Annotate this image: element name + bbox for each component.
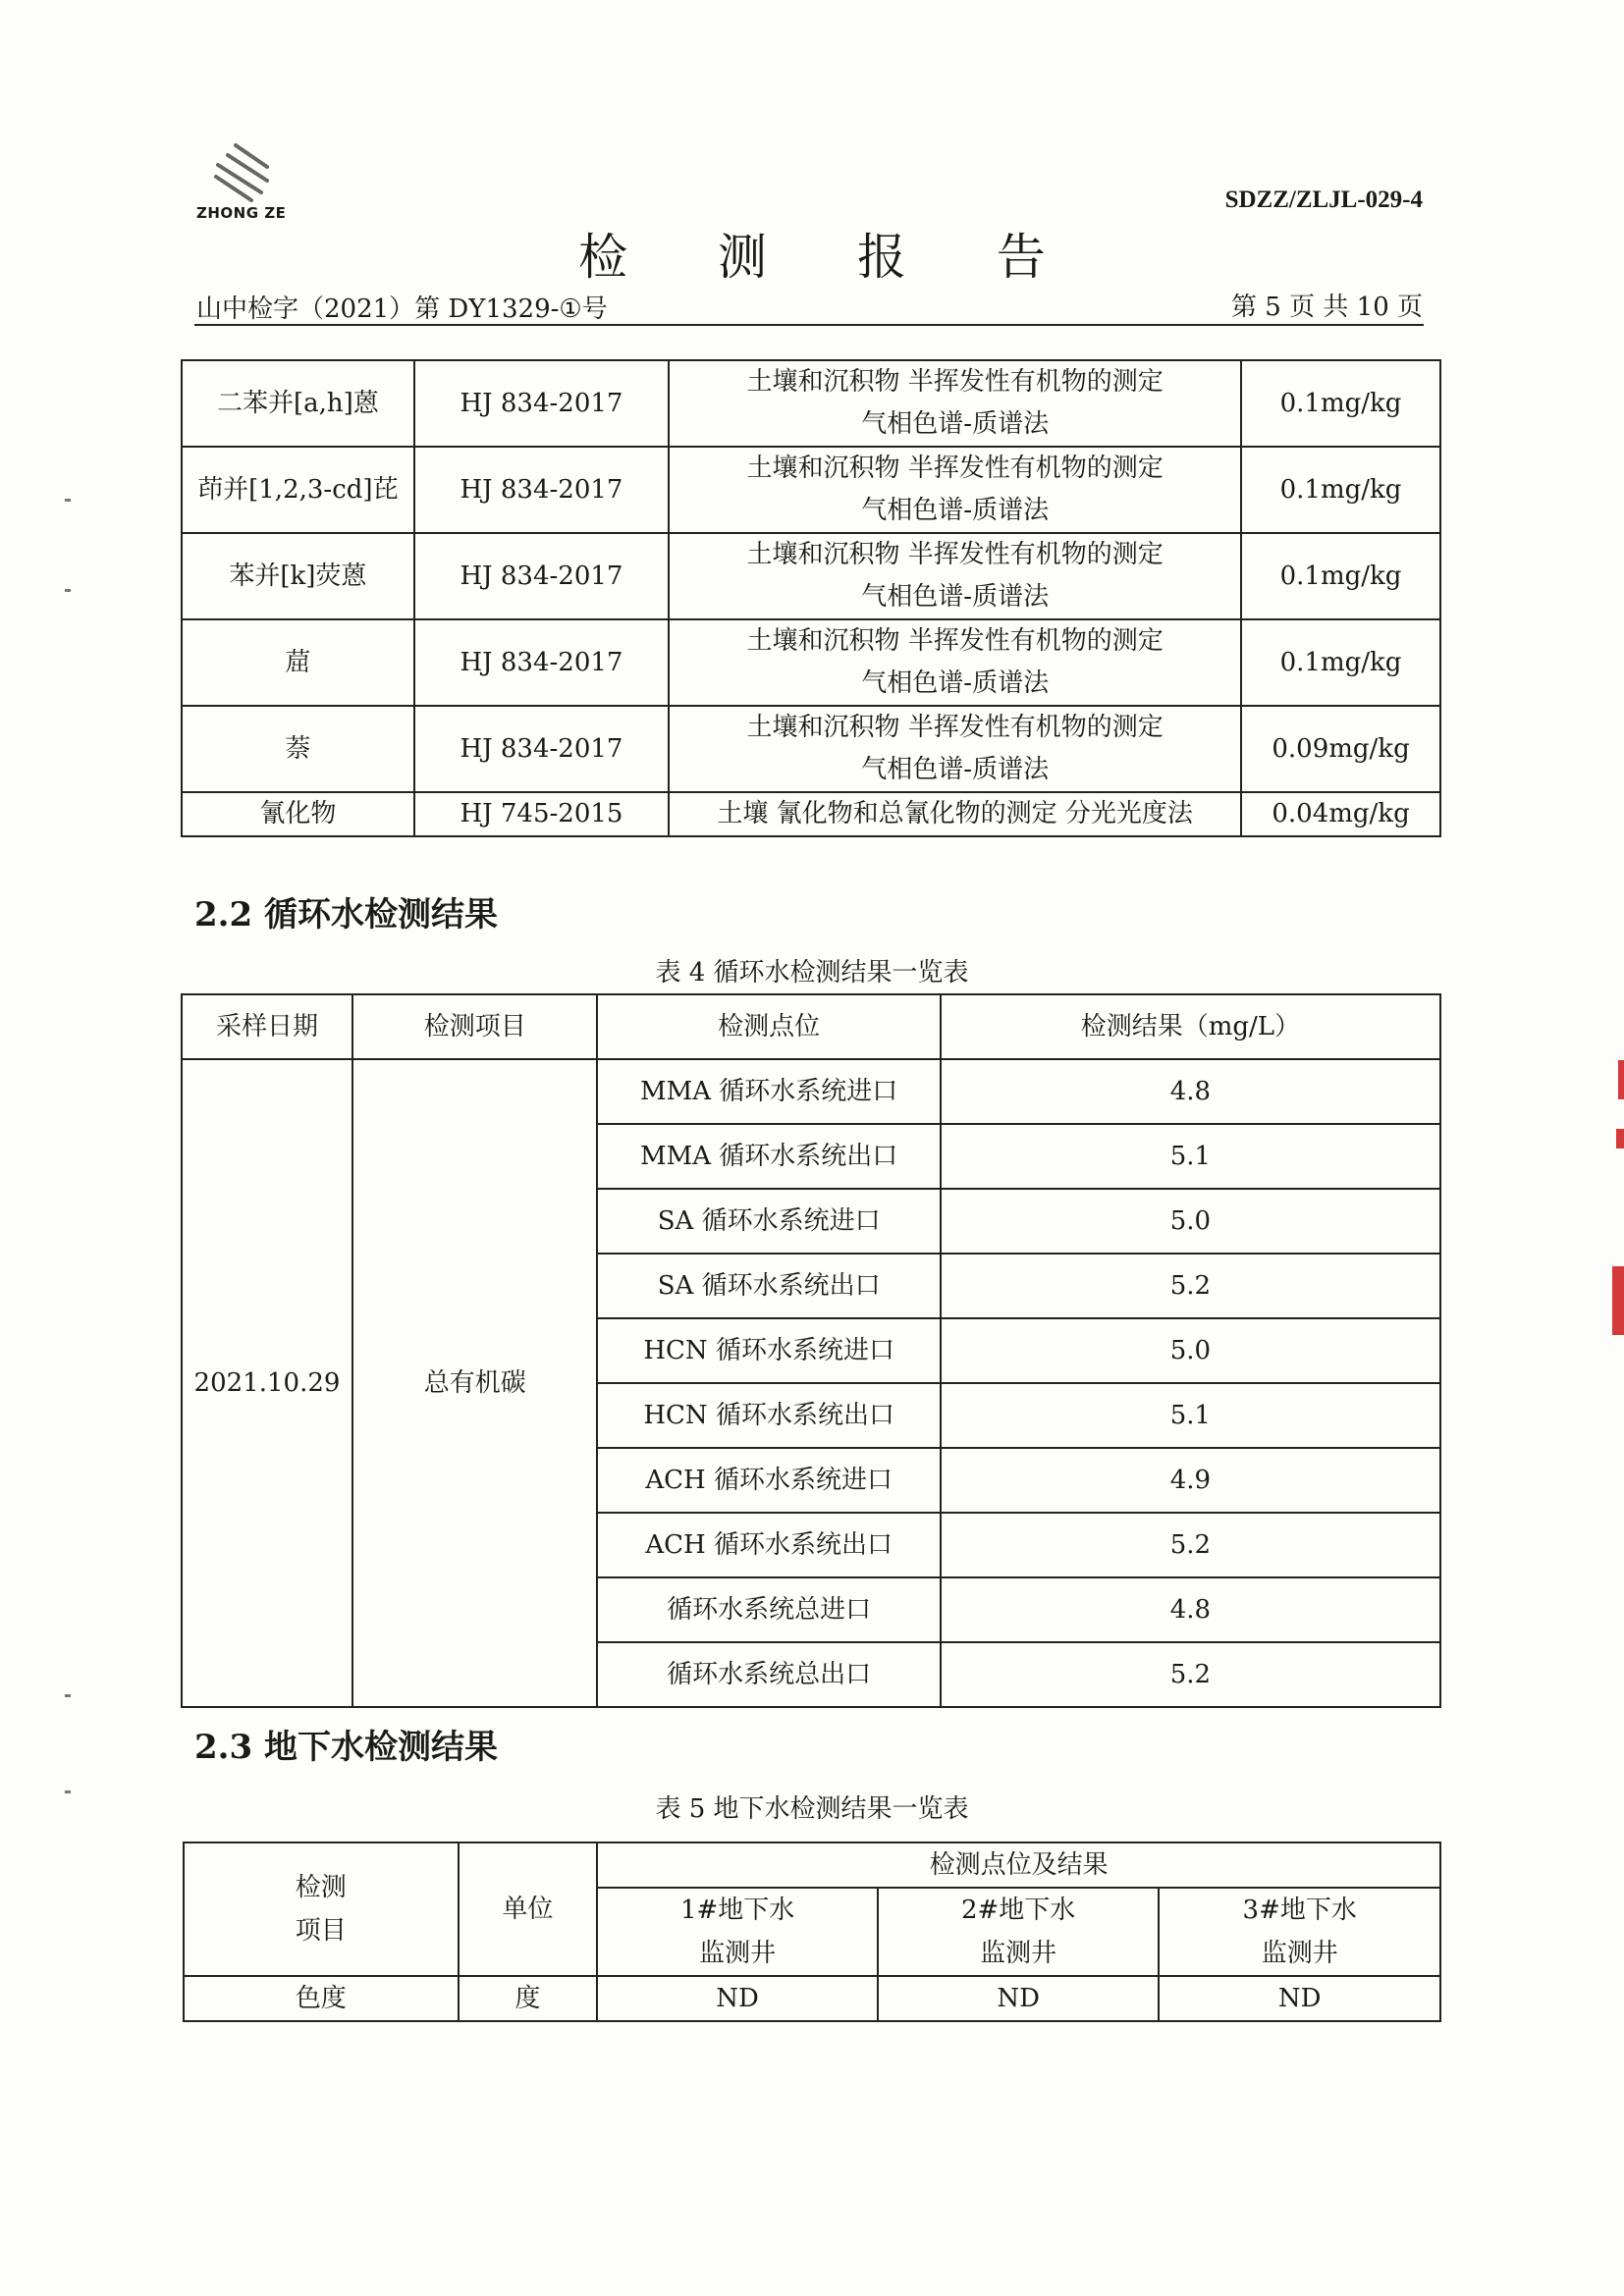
form-code: SDZZ/ZLJL-029-4 — [1224, 187, 1423, 213]
methods-table — [181, 359, 1441, 837]
method-description — [669, 619, 1241, 706]
test-point: 循环水系统总出口 — [597, 1642, 940, 1707]
table-row — [184, 1976, 1440, 2021]
groundwater-table — [183, 1842, 1441, 2022]
section-heading-groundwater: 2.3 地下水检测结果 — [194, 1728, 498, 1767]
logo-text: ZHONG ZE — [196, 204, 287, 222]
test-result: 4.8 — [941, 1059, 1440, 1124]
method-description — [669, 533, 1241, 619]
header-unit: 单位 — [459, 1842, 598, 1976]
groundwater-table-body — [184, 1976, 1440, 2021]
test-result: 5.2 — [941, 1513, 1440, 1577]
header-well-line1: 2#地下水 — [960, 1896, 1076, 1925]
method-description — [669, 706, 1241, 792]
header-test-item-line1: 检测 — [295, 1873, 347, 1902]
test-result: 4.9 — [941, 1448, 1440, 1513]
logo-stripes-icon — [206, 137, 285, 206]
table-header-row — [182, 994, 1440, 1059]
method-description-line2: 气相色谱-质谱法 — [861, 496, 1050, 525]
table-row — [182, 1059, 1440, 1124]
gw-value: ND — [878, 1976, 1160, 2021]
method-description-line1: 土壤 氰化物和总氰化物的测定 分光光度法 — [717, 799, 1193, 828]
gw-value: ND — [597, 1976, 878, 2021]
circulating-water-table — [181, 993, 1441, 1708]
table-4-caption: 表 4 循环水检测结果一览表 — [655, 958, 969, 988]
page-number: 第 5 页 共 10 页 — [1231, 293, 1423, 322]
detection-limit: 0.09mg/kg — [1241, 706, 1440, 792]
stamp-edge-mark — [1618, 1060, 1624, 1099]
method-description-line1: 土壤和沉积物 半挥发性有机物的测定 — [746, 367, 1164, 397]
gw-value: ND — [1159, 1976, 1440, 2021]
detection-limit: 0.04mg/kg — [1241, 792, 1440, 836]
method-description-line2: 气相色谱-质谱法 — [861, 582, 1050, 612]
table-row — [182, 447, 1440, 533]
header-well-line2: 监测井 — [980, 1939, 1057, 1968]
header-well-line1: 1#地下水 — [679, 1896, 795, 1925]
header-well-line2: 监测井 — [699, 1939, 777, 1968]
detection-limit: 0.1mg/kg — [1241, 447, 1440, 533]
test-item: 总有机碳 — [352, 1059, 598, 1707]
header-well-3 — [1159, 1888, 1440, 1976]
table-row — [182, 619, 1440, 706]
method-standard: HJ 745-2015 — [414, 792, 670, 836]
method-standard: HJ 834-2017 — [414, 619, 670, 706]
header-well-2 — [878, 1888, 1160, 1976]
method-standard: HJ 834-2017 — [414, 360, 670, 447]
table-header-row — [184, 1842, 1440, 1888]
method-item-name: 氰化物 — [182, 792, 414, 836]
header-test-result: 检测结果（mg/L） — [941, 994, 1440, 1059]
test-result: 4.8 — [941, 1577, 1440, 1642]
method-description-line2: 气相色谱-质谱法 — [861, 409, 1050, 439]
report-number: 山中检字（2021）第 DY1329-①号 — [196, 294, 608, 324]
detection-limit: 0.1mg/kg — [1241, 619, 1440, 706]
header-well-line1: 3#地下水 — [1242, 1896, 1357, 1925]
document-title: 检 测 报 告 — [578, 229, 1083, 286]
method-description-line2: 气相色谱-质谱法 — [861, 755, 1050, 784]
method-description-line1: 土壤和沉积物 半挥发性有机物的测定 — [746, 626, 1164, 656]
scan-dot — [65, 589, 71, 592]
scan-dot — [65, 1790, 71, 1793]
test-point: SA 循环水系统出口 — [597, 1254, 940, 1318]
detection-limit: 0.1mg/kg — [1241, 533, 1440, 619]
test-result: 5.2 — [941, 1254, 1440, 1318]
test-point: HCN 循环水系统出口 — [597, 1383, 940, 1448]
header-points-and-results: 检测点位及结果 — [597, 1842, 1440, 1888]
method-item-name: 苯并[k]荧蒽 — [182, 533, 414, 619]
header-sampling-date: 采样日期 — [182, 994, 352, 1059]
methods-table-body — [182, 360, 1440, 836]
table-row — [182, 792, 1440, 836]
scan-dot — [65, 1694, 71, 1697]
method-description-line1: 土壤和沉积物 半挥发性有机物的测定 — [746, 713, 1164, 742]
test-result: 5.0 — [941, 1189, 1440, 1254]
detection-limit: 0.1mg/kg — [1241, 360, 1440, 447]
method-item-name: 萘 — [182, 706, 414, 792]
header-test-item: 检测项目 — [352, 994, 598, 1059]
table-5-caption: 表 5 地下水检测结果一览表 — [655, 1794, 969, 1824]
gw-unit: 度 — [459, 1976, 598, 2021]
test-point: ACH 循环水系统出口 — [597, 1513, 940, 1577]
method-description-line2: 气相色谱-质谱法 — [861, 668, 1050, 698]
test-point: 循环水系统总进口 — [597, 1577, 940, 1642]
method-item-name: 二苯并[a,h]蒽 — [182, 360, 414, 447]
stamp-edge-mark — [1616, 1129, 1624, 1148]
company-logo — [192, 137, 300, 226]
method-standard: HJ 834-2017 — [414, 706, 670, 792]
circulating-water-table-body — [182, 1059, 1440, 1707]
table-row — [182, 360, 1440, 447]
method-description — [669, 360, 1241, 447]
method-description-line1: 土壤和沉积物 半挥发性有机物的测定 — [746, 540, 1164, 569]
method-description-line1: 土壤和沉积物 半挥发性有机物的测定 — [746, 454, 1164, 483]
scan-dot — [65, 499, 71, 502]
test-point: HCN 循环水系统进口 — [597, 1318, 940, 1383]
test-point: SA 循环水系统进口 — [597, 1189, 940, 1254]
section-heading-circulating-water: 2.2 循环水检测结果 — [194, 895, 498, 934]
sampling-date: 2021.10.29 — [182, 1059, 352, 1707]
table-row — [182, 533, 1440, 619]
header-test-point: 检测点位 — [597, 994, 940, 1059]
table-row — [182, 706, 1440, 792]
header-divider — [194, 324, 1424, 326]
test-point: MMA 循环水系统出口 — [597, 1124, 940, 1189]
header-test-item-line2: 项目 — [295, 1916, 347, 1946]
method-standard: HJ 834-2017 — [414, 533, 670, 619]
method-description — [669, 447, 1241, 533]
test-result: 5.0 — [941, 1318, 1440, 1383]
header-test-item — [184, 1842, 459, 1976]
gw-item: 色度 — [184, 1976, 459, 2021]
test-result: 5.2 — [941, 1642, 1440, 1707]
method-item-name: 䓛 — [182, 619, 414, 706]
method-description — [669, 792, 1241, 836]
method-standard: HJ 834-2017 — [414, 447, 670, 533]
header-well-1 — [597, 1888, 878, 1976]
test-point: MMA 循环水系统进口 — [597, 1059, 940, 1124]
test-result: 5.1 — [941, 1124, 1440, 1189]
test-result: 5.1 — [941, 1383, 1440, 1448]
header-well-line2: 监测井 — [1261, 1939, 1338, 1968]
test-point: ACH 循环水系统进口 — [597, 1448, 940, 1513]
stamp-edge-mark — [1612, 1266, 1624, 1335]
method-item-name: 茚并[1,2,3-cd]芘 — [182, 447, 414, 533]
